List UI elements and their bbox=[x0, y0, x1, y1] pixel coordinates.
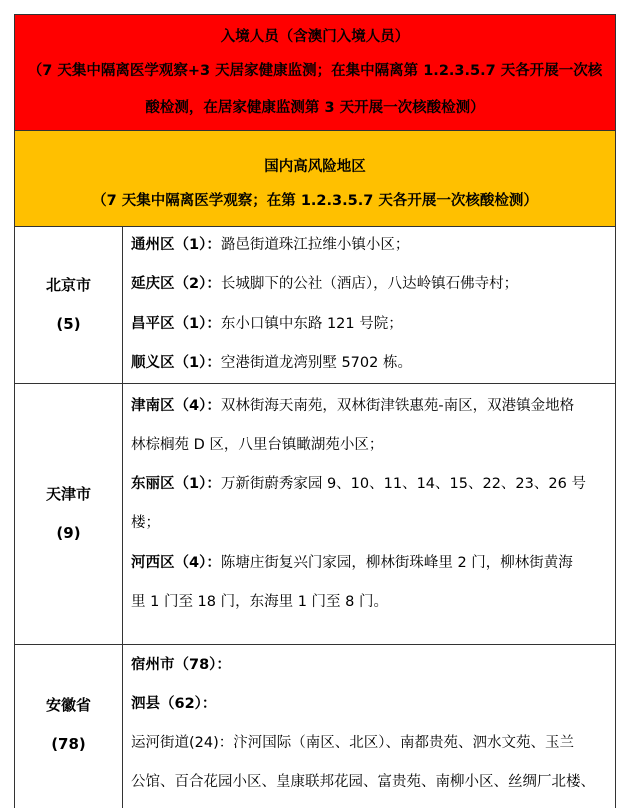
notice-table bbox=[14, 14, 616, 808]
region-row-anhui bbox=[15, 645, 615, 808]
district-sites: 公馆、百合花园小区、皇康联邦花园、富贵苑、南柳小区、丝绸厂北楼、 bbox=[131, 774, 595, 790]
district-sites: 空港街道龙湾别墅 5702 栋。 bbox=[220, 355, 412, 371]
district-sites: 运河街道(24)：汴河国际（南区、北区）、南都贵苑、泗水文苑、玉兰 bbox=[131, 735, 575, 751]
district-line bbox=[131, 591, 611, 613]
district-line bbox=[131, 395, 611, 417]
region-cell bbox=[15, 384, 123, 644]
high-risk-header bbox=[15, 131, 615, 227]
district-name: 宿州市（78）： bbox=[131, 657, 231, 673]
region-row-tianjin bbox=[15, 384, 615, 645]
district-line bbox=[131, 313, 611, 335]
region-count: (5) bbox=[56, 315, 81, 333]
region-row-beijing bbox=[15, 227, 615, 384]
district-name: 泗县（62）： bbox=[131, 696, 217, 712]
district-name: 东丽区（1）： bbox=[131, 476, 221, 492]
district-line bbox=[131, 434, 611, 456]
district-line bbox=[131, 273, 611, 295]
region-name: 天津市 bbox=[45, 485, 91, 503]
district-sites: 长城脚下的公社（酒店），八达岭镇石佛寺村； bbox=[220, 276, 519, 292]
district-name: 顺义区（1）： bbox=[131, 355, 221, 371]
district-sites: 双林街海天南苑，双林街津铁惠苑-南区，双港镇金地格 bbox=[220, 398, 575, 414]
district-name: 延庆区（2）： bbox=[131, 276, 221, 292]
district-line bbox=[131, 693, 611, 715]
inbound-rule-line-2: 酸检测，在居家健康监测第 3 天开展一次核酸检测） bbox=[145, 100, 485, 116]
district-line bbox=[131, 473, 611, 495]
district-line bbox=[131, 732, 611, 754]
inbound-header bbox=[15, 15, 615, 131]
district-line bbox=[131, 771, 611, 793]
district-sites: 万新街蔚秀家园 9、10、11、14、15、22、23、26 号 bbox=[220, 476, 586, 492]
district-sites: 里 1 门至 18 门，东海里 1 门至 8 门。 bbox=[131, 594, 388, 610]
district-sites: 林棕榈苑 D 区，八里台镇瞰湖苑小区； bbox=[131, 437, 384, 453]
district-sites: 楼； bbox=[131, 515, 160, 531]
region-name: 北京市 bbox=[45, 276, 91, 294]
district-name: 昌平区（1）： bbox=[131, 316, 221, 332]
region-name: 安徽省 bbox=[45, 696, 91, 714]
inbound-rule-line-1: （7 天集中隔离医学观察+3 天居家健康监测；在集中隔离第 1.2.3.5.7 天各开展一次核 bbox=[27, 63, 603, 79]
region-count: (78) bbox=[51, 735, 86, 753]
district-line bbox=[131, 352, 611, 374]
district-name: 津南区（4）： bbox=[131, 398, 221, 414]
inbound-title: 入境人员（含澳门入境人员） bbox=[220, 29, 410, 45]
district-line bbox=[131, 552, 611, 574]
district-line bbox=[131, 512, 611, 534]
high-risk-rule: （7 天集中隔离医学观察；在第 1.2.3.5.7 天各开展一次核酸检测） bbox=[92, 193, 538, 209]
region-cell bbox=[15, 645, 123, 808]
region-cell bbox=[15, 227, 123, 383]
region-count: (9) bbox=[56, 524, 81, 542]
high-risk-title: 国内高风险地区 bbox=[264, 159, 366, 175]
district-sites: 东小口镇中东路 121 号院； bbox=[220, 316, 403, 332]
district-line bbox=[131, 234, 611, 256]
district-line bbox=[131, 654, 611, 676]
district-name: 河西区（4）： bbox=[131, 555, 221, 571]
district-name: 通州区（1）： bbox=[131, 237, 221, 253]
district-sites: 潞邑街道珠江拉维小镇小区； bbox=[220, 237, 410, 253]
district-sites: 陈塘庄街复兴门家园，柳林街珠峰里 2 门，柳林街黄海 bbox=[220, 555, 573, 571]
